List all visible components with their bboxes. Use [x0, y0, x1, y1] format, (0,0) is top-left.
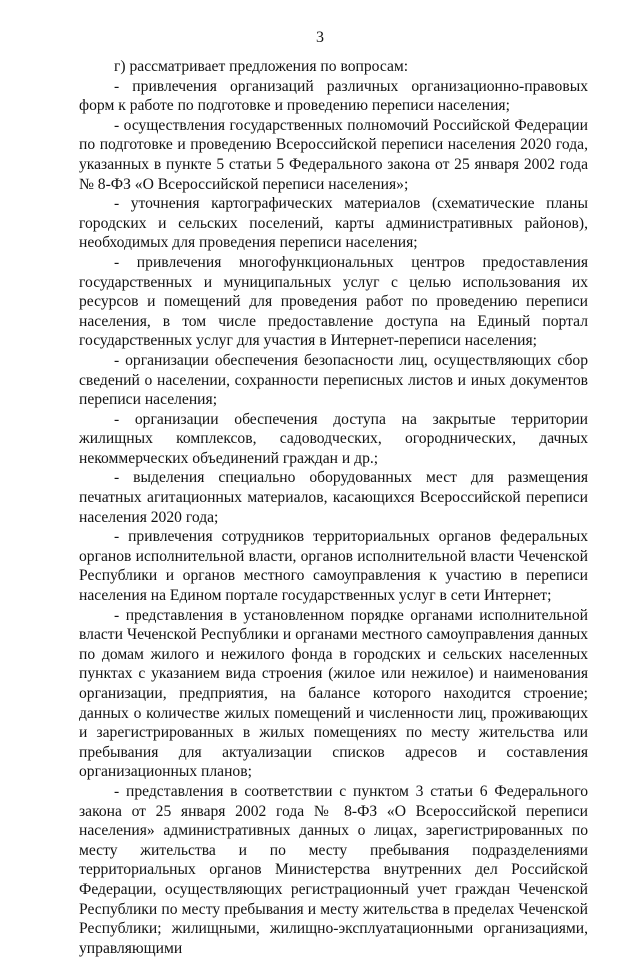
paragraph-item: - организации обеспечения доступа на закрытые территории жилищных комплексов, садоводческих, огороднических, дачных некоммерческих объединений граждан и др.; [79, 410, 588, 467]
page-number: 3 [316, 29, 324, 46]
paragraph-intro: г) рассматривает предложения по вопросам: [114, 58, 409, 75]
paragraph-item: - привлечения организаций различных организационно-правовых форм к работе по подготовке и проведению переписи населения; [79, 77, 588, 115]
paragraph-item: - представления в установленном порядке органами исполнительной власти Чеченской Республики и органами местного самоуправления данных по домам жилого и нежилого фонда в городских и сельских населенных пунктах с указанием вида строения (жилое или нежилое) и наименования организации, предприятия, на балансе которого находится строение; данных о количестве жилых помещений и численности лиц, проживающих и зарегистрированных в жилых помещениях по месту жительства или пребывания для актуализации списков адресов и составления организационных планов; [79, 606, 588, 781]
document-body [79, 57, 588, 958]
paragraph-item: - привлечения многофункциональных центров предоставления государственных и муниципальных услуг с целью использования их ресурсов и помещений для проведения работ по проведению переписи населения, в том числе предоставление доступа на Единый портал государственных услуг для участия в Интернет-переписи населения; [79, 253, 588, 350]
paragraph-item: - организации обеспечения безопасности лиц, осуществляющих сбор сведений о населении, сохранности переписных листов и иных документов переписи населения; [79, 351, 588, 409]
paragraph-item: - привлечения сотрудников территориальных органов федеральных органов исполнительной власти, органов исполнительной власти Чеченской Республики и органов местного самоуправления к участию в переписи населения на Едином портале государственных услуг в сети Интернет; [79, 528, 588, 605]
paragraph-item: - выделения специально оборудованных мест для размещения печатных агитационных материалов, касающихся Всероссийской переписи населения 2020 года; [79, 469, 588, 526]
paragraph-item: - уточнения картографических материалов (схематические планы городских и сельских поселений, карты административных районов), необходимых для проведения переписи населения; [79, 195, 588, 252]
paragraph-item: - представления в соответствии с пунктом 3 статьи 6 Федерального закона от 25 января 2002 года № 8-ФЗ «О Всероссийской переписи населения» административных данных о лицах, зарегистрированных по месту жительства и по месту пребывания подразделениями территориальных органов Министерства внутренних дел Российской Федерации, осуществляющих регистрационный учет граждан Чеченской Республики по месту пребывания и месту жительства в пределах Чеченской Республики; жилищными, жилищно-эксплуатационными организациями, управляющими [79, 782, 588, 957]
paragraph-item: - осуществления государственных полномочий Российской Федерации по подготовке и проведению Всероссийской переписи населения 2020 года, указанных в пункте 5 статьи 5 Федерального закона от 25 января 2002 года № 8-ФЗ «О Всероссийской переписи населения»; [79, 116, 588, 193]
